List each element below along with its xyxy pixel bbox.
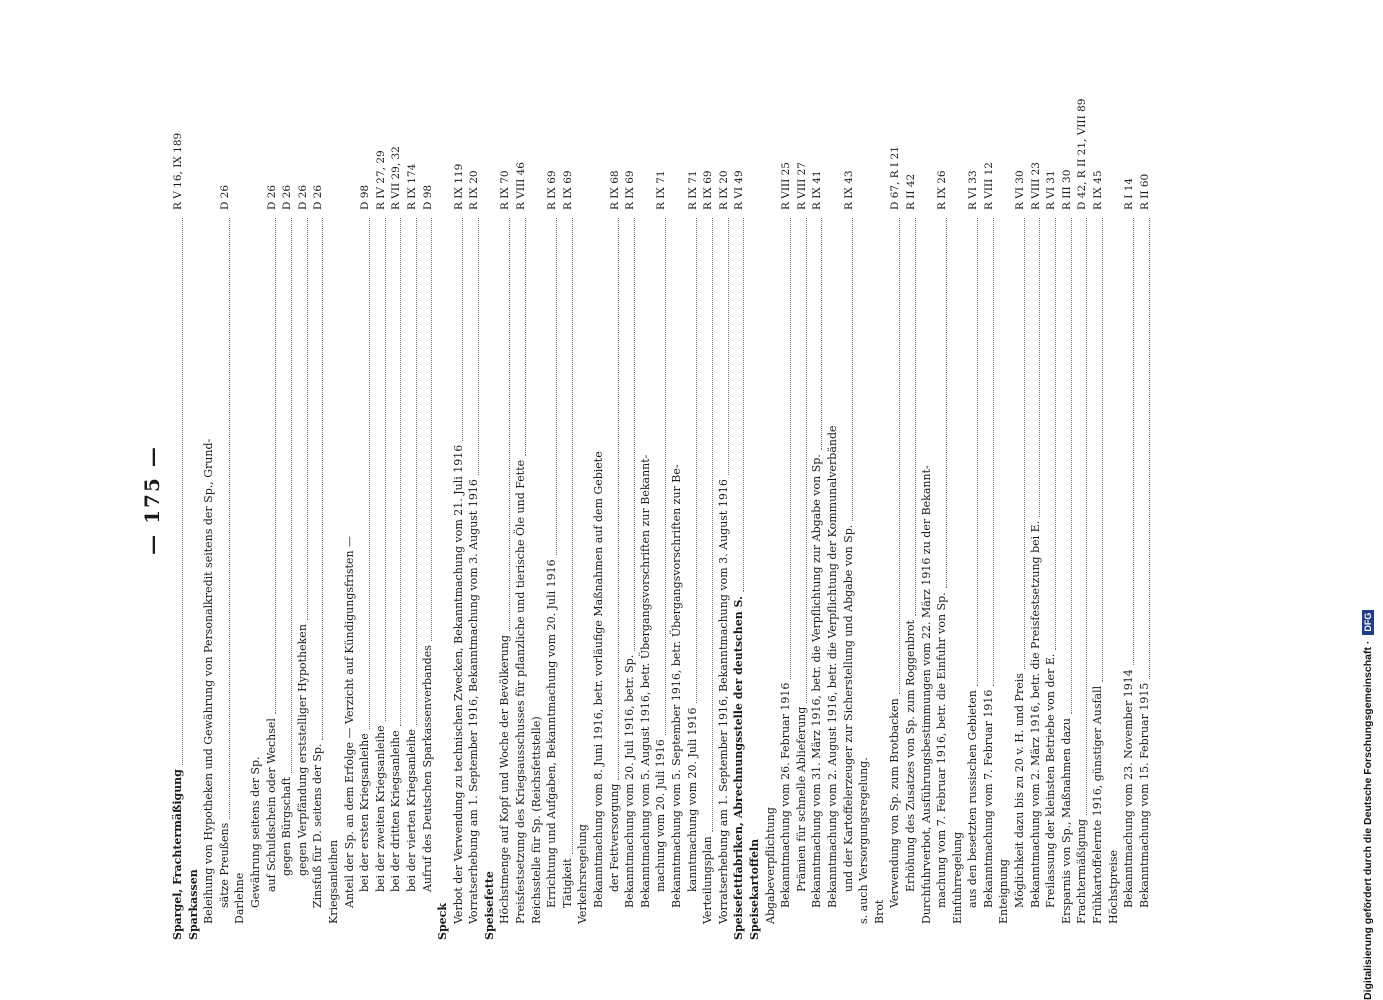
index-entry: [965, 60, 981, 940]
index-entry: [794, 60, 810, 940]
entry-text: und der Kartoffelerzeuger zur Sicherstellung und Abgabe von Sp.: [841, 524, 855, 892]
index-entry: [279, 60, 295, 940]
index-entry: [373, 60, 389, 940]
entry-reference: R VII 29, 32: [390, 146, 403, 210]
dot-leader: [781, 218, 791, 679]
entry-reference: R IX 20: [717, 170, 730, 210]
entry-text: Prämien für schnelle Ablieferung: [794, 706, 808, 892]
index-entry: [622, 60, 638, 940]
dot-leader: [937, 218, 947, 588]
entry-text: bei der vierten Kriegsanleihe: [404, 729, 418, 892]
entry-text: Verbot der Verwendung zu technischen Zwecken, Bekanntmachung vom 21. Juli 1916: [451, 444, 465, 924]
dot-leader: [189, 218, 198, 865]
entry-text: Bekanntmachung vom 2. August 1916, betr. die Verpflichtung der Kommunalverbände: [825, 425, 839, 908]
dot-leader: [890, 218, 900, 694]
index-entry: [1012, 60, 1028, 940]
dot-leader: [407, 218, 417, 725]
entry-text: Verkehrsregelung: [576, 824, 590, 924]
entry-text: bei der zweiten Kriegsanleihe: [373, 725, 387, 892]
index-entry: [1043, 60, 1059, 940]
index-entry: [934, 60, 950, 940]
dot-leader: [625, 218, 635, 651]
entry-reference: R VI 30: [1014, 170, 1027, 210]
entry-text: Vorratserhebung am 1. September 1916, Bekanntmachung vom 3. August 1916: [716, 479, 730, 924]
index-entry: [342, 60, 358, 940]
entry-text: Bekanntmachung vom 20. Juli 1916, betr. Sp.: [623, 654, 637, 908]
index-entry: [1090, 60, 1106, 940]
entry-reference: R IX 69: [561, 170, 574, 210]
entry-text: Spargel, Frachtermäßigung: [171, 769, 184, 940]
entry-text: Vorratserhebung am 1. September 1916, Bekanntmachung vom 3. August 1916: [467, 479, 481, 924]
entry-reference: R IX 71: [686, 170, 699, 210]
entry-text: Anteil der Sp. an dem Erfolge — Verzicht auf Kündigungsfristen —: [342, 535, 356, 908]
dot-leader: [453, 218, 463, 441]
index-entry: [357, 60, 373, 940]
dot-leader: [1062, 218, 1072, 714]
entry-text: aus den besetzten russischen Gebieten: [966, 690, 980, 908]
index-entry: [404, 60, 420, 940]
entry-text: Speisekartoffeln: [747, 838, 761, 940]
index-entry: [326, 60, 342, 940]
dot-leader: [345, 218, 354, 532]
index-entry: [497, 60, 513, 940]
entry-text: Bekanntmachung vom 7. Februar 1916: [981, 689, 995, 908]
dot-leader: [422, 218, 432, 641]
index-entry: [217, 60, 233, 940]
entry-text: kanntmachung vom 20. Juli 1916: [685, 707, 699, 892]
entry-text: Speisefette: [482, 871, 496, 940]
entry-text: bei der dritten Kriegsanleihe: [389, 730, 403, 892]
entry-reference: R VIII 23: [1029, 162, 1042, 210]
dot-leader: [984, 218, 994, 686]
index-entry: [544, 60, 560, 940]
entry-reference: R IX 41: [811, 170, 824, 210]
index-entry: [1059, 60, 1075, 940]
dot-leader: [859, 218, 868, 753]
entry-reference: R VI 31: [1045, 170, 1058, 210]
entry-reference: R VI 49: [733, 170, 746, 210]
entry-reference: R VIII 12: [982, 162, 995, 210]
dot-leader: [329, 218, 338, 836]
dot-leader: [687, 218, 697, 703]
entry-reference: R IV 27, 29: [374, 150, 387, 210]
index-entry: [809, 60, 825, 940]
index-entry: [1074, 60, 1090, 940]
index-entry: [388, 60, 404, 940]
index-entry: [950, 60, 966, 940]
entry-text: Darlehne: [233, 872, 247, 924]
entry-reference: D 26: [265, 184, 278, 210]
entry-text: Höchstpreise: [1106, 849, 1120, 924]
index-entry: [841, 60, 857, 940]
index-entry: [700, 60, 716, 940]
dot-leader: [500, 218, 510, 631]
index-entry: [232, 60, 248, 940]
entry-text: Durchfuhrverbot, Ausführungsbestimmungen vom 22. März 1916 zu der Bekannt-: [919, 465, 933, 924]
entry-text: Bekanntmachung vom 23. November 1914: [1122, 669, 1136, 908]
entry-text: Möglichkeit dazu bis zu 20 v. H. und Preis: [1013, 673, 1027, 908]
dot-leader: [922, 218, 931, 461]
entry-reference: R IX 71: [655, 170, 668, 210]
entry-text: Errichtung und Aufgaben, Bekanntmachung vom 20. Juli 1916: [545, 559, 559, 908]
dot-leader: [282, 218, 292, 773]
dot-leader: [843, 218, 853, 521]
page-number: — 175 —: [140, 445, 164, 555]
entry-text: auf Schuldschein oder Wechsel: [264, 718, 278, 892]
index-entry: [747, 60, 763, 940]
dot-leader: [906, 218, 916, 616]
index-entry: [872, 60, 888, 940]
index-entry: [856, 60, 872, 940]
dot-leader: [750, 218, 759, 835]
entry-text: Verteilungsplan: [701, 836, 715, 924]
dfg-logo: DFG: [1362, 610, 1374, 635]
dot-leader: [953, 218, 962, 828]
entry-text: Bekanntmachung vom 15. Februar 1915: [1137, 682, 1151, 908]
entry-reference: D 67, R I 21: [889, 146, 902, 210]
entry-reference: R VIII 27: [795, 162, 808, 210]
entry-text: Bekanntmachung vom 8. Juni 1916, betr. vorläufige Maßnahmen auf dem Gebiete: [592, 451, 606, 908]
index-entry: [466, 60, 482, 940]
entry-text: Zinsfuß für D. seitens der Sp.: [311, 743, 325, 908]
index-entry: [591, 60, 607, 940]
entry-reference: D 26: [312, 184, 325, 210]
entry-text: Frühkartoffelernte 1916, günstiger Ausfall: [1091, 685, 1105, 924]
entry-reference: R III 30: [1060, 169, 1073, 210]
entry-reference: R IX 43: [842, 170, 855, 210]
index-entry: [638, 60, 654, 940]
index-page: [140, 60, 1151, 940]
dot-leader: [563, 218, 573, 854]
dot-leader: [313, 218, 323, 740]
entry-text: gegen Verpfändung erststelliger Hypotheken: [295, 624, 309, 876]
index-entry: [903, 60, 919, 940]
entry-reference: R II 60: [1138, 173, 1151, 210]
index-entry: [1106, 60, 1122, 940]
dot-leader: [469, 218, 479, 475]
dot-leader: [766, 218, 775, 803]
dot-leader: [656, 218, 666, 735]
dot-leader: [532, 218, 541, 712]
dot-leader: [734, 218, 744, 592]
dot-leader: [968, 218, 978, 686]
index-entry: [716, 60, 732, 940]
entry-reference: R IX 68: [608, 170, 621, 210]
dot-leader: [173, 218, 183, 765]
entry-text: machung vom 7. Februar 1916, betr. die Einfuhr von Sp.: [935, 592, 949, 908]
entry-text: Tätigkeit: [560, 858, 574, 908]
dot-leader: [797, 218, 807, 703]
index-entry: [560, 60, 576, 940]
index-entry: [435, 60, 451, 940]
entry-reference: R IX 69: [702, 170, 715, 210]
entry-text: Erhöhung des Zusatzes von Sp. zum Roggenbrot: [903, 620, 917, 892]
entry-text: Preisfestsetzung des Kriegsausschusses für pflanzliche und tierische Öle und Fette: [514, 459, 528, 924]
index-entry: [420, 60, 436, 940]
entry-reference: R VI 33: [967, 170, 980, 210]
entry-text: gegen Bürgschaft: [280, 776, 294, 876]
entry-reference: R IX 119: [452, 163, 465, 210]
entry-text: Ersparnis von Sp., Maßnahmen dazu: [1059, 718, 1073, 924]
dot-leader: [1093, 218, 1103, 682]
index-entry: [763, 60, 779, 940]
dot-leader: [828, 218, 837, 421]
entry-reference: D 26: [281, 184, 294, 210]
index-entry: [170, 60, 186, 940]
dot-leader: [220, 218, 230, 819]
dot-leader: [1000, 218, 1009, 855]
entry-reference: D 26: [218, 184, 231, 210]
entry-text: Bekanntmachung vom 26. Februar 1916: [779, 682, 793, 908]
dot-leader: [251, 218, 260, 752]
entry-reference: D 98: [421, 184, 434, 210]
dot-leader: [391, 218, 401, 726]
entry-text: bei der ersten Kriegsanleihe: [358, 733, 372, 892]
entry-text: Bekanntmachung vom 5. August 1916, betr. Übergangsvorschriften zur Bekannt-: [638, 454, 652, 908]
entry-text: sätze Preußens: [217, 822, 231, 908]
entry-text: s. auch Versorgungsregelung.: [857, 757, 871, 924]
index-entry: [482, 60, 498, 940]
entry-text: Reichsstelle für Sp. (Reichsfettstelle): [529, 716, 543, 924]
dot-leader: [703, 218, 713, 832]
dot-leader: [1015, 218, 1025, 669]
dot-leader: [719, 218, 729, 475]
dot-leader: [641, 218, 650, 451]
entry-text: Brot: [872, 899, 886, 924]
entry-text: Bekanntmachung vom 2. März 1916, betr. die Preisfestsetzung bei E.: [1028, 520, 1042, 908]
entry-reference: R IX 174: [405, 163, 418, 210]
entry-text: Bekanntmachung vom 31. März 1916, betr. die Verpflichtung zur Abgabe von Sp.: [810, 454, 824, 908]
entry-reference: R V 16, IX 189: [172, 132, 184, 210]
dot-leader: [547, 218, 557, 555]
entry-text: Abgabeverpflichtung: [763, 807, 777, 924]
dot-leader: [1077, 218, 1087, 815]
dot-leader: [266, 218, 276, 714]
index-entry: [669, 60, 685, 940]
index-entry: [731, 60, 747, 940]
entry-reference: D 42, R II 21, VIII 89: [1076, 98, 1089, 210]
index-entry: [778, 60, 794, 940]
dot-leader: [594, 218, 603, 447]
index-entry: [264, 60, 280, 940]
entry-text: Kriegsanleihen: [326, 839, 340, 924]
dot-leader: [360, 218, 370, 729]
entry-text: Speck: [436, 903, 450, 940]
index-entry: [996, 60, 1012, 940]
entry-text: Speisefettfabriken, Abrechnungsstelle der deutschen S.: [732, 596, 746, 940]
entry-text: Frachtermäßigung: [1075, 819, 1089, 924]
index-entry: [1121, 60, 1137, 940]
entry-reference: R I 14: [1123, 177, 1136, 210]
index-entry: [919, 60, 935, 940]
dot-leader: [812, 218, 822, 450]
index-entry: [653, 60, 669, 940]
index-entries: [170, 60, 1152, 940]
index-entry: [1028, 60, 1044, 940]
entry-text: Freilassung der kleinsten Betriebe von der E.: [1044, 653, 1058, 908]
dot-leader: [875, 218, 884, 896]
entry-reference: R IX 70: [499, 170, 512, 210]
entry-reference: R IX 69: [624, 170, 637, 210]
entry-reference: R VIII 25: [780, 162, 793, 210]
entry-text: Höchstmenge auf Kopf und Woche der Bevölkerung: [498, 634, 512, 924]
dot-leader: [609, 218, 619, 780]
entry-reference: R IX 20: [468, 170, 481, 210]
dot-leader: [298, 218, 308, 620]
dot-leader: [1124, 218, 1134, 665]
entry-text: Sparkassen: [186, 869, 200, 940]
digitization-credit: [1362, 612, 1374, 1000]
dot-leader: [516, 218, 526, 456]
dot-leader: [376, 218, 386, 721]
dot-leader: [1030, 218, 1040, 517]
index-entry: [575, 60, 591, 940]
dot-leader: [438, 218, 447, 899]
entry-reference: R IX 26: [936, 170, 949, 210]
dot-leader: [1109, 218, 1118, 846]
index-entry: [248, 60, 264, 940]
entry-reference: R IX 69: [546, 170, 559, 210]
entry-reference: R IX 45: [1092, 170, 1105, 210]
index-entry: [607, 60, 623, 940]
index-entry: [825, 60, 841, 940]
entry-text: machung vom 20. Juli 1916: [654, 739, 668, 892]
entry-text: Verwendung von Sp. zum Brotbacken: [888, 698, 902, 908]
dot-leader: [672, 218, 681, 460]
entry-text: Enteignung: [997, 859, 1011, 924]
entry-text: Bekanntmachung vom 5. September 1916, betr. Übergangsvorschriften zur Be-: [670, 464, 683, 908]
index-entry: [887, 60, 903, 940]
dot-leader: [579, 218, 588, 820]
entry-reference: D 98: [359, 184, 372, 210]
entry-reference: R VIII 46: [515, 162, 528, 210]
dot-leader: [1046, 218, 1056, 650]
entry-reference: R II 42: [904, 173, 917, 210]
credit-text: Digitalisierung gefördert durch die Deutsche Forschungsgemeinschaft ·: [1362, 640, 1374, 1000]
index-entry: [295, 60, 311, 940]
index-entry: [186, 60, 202, 940]
index-entry: [685, 60, 701, 940]
index-entry: [310, 60, 326, 940]
entry-text: Aufruf des Deutschen Sparkassenverbandes: [420, 645, 434, 892]
index-entry: [529, 60, 545, 940]
index-entry: [1137, 60, 1153, 940]
dot-leader: [204, 218, 213, 435]
entry-reference: D 26: [296, 184, 309, 210]
index-entry: [513, 60, 529, 940]
entry-text: Gewährung seitens der Sp.: [248, 756, 262, 908]
index-entry: [451, 60, 467, 940]
entry-text: Einfuhrregelung: [950, 831, 964, 924]
index-entry: [981, 60, 997, 940]
index-entry: [201, 60, 217, 940]
dot-leader: [236, 218, 245, 869]
entry-text: Beleihung von Hypotheken und Gewährung von Personalkredit seitens der Sp., Grund-: [202, 438, 216, 924]
dot-leader: [1140, 218, 1150, 679]
entry-text: der Fettversorgung: [607, 783, 621, 892]
dot-leader: [485, 218, 494, 867]
